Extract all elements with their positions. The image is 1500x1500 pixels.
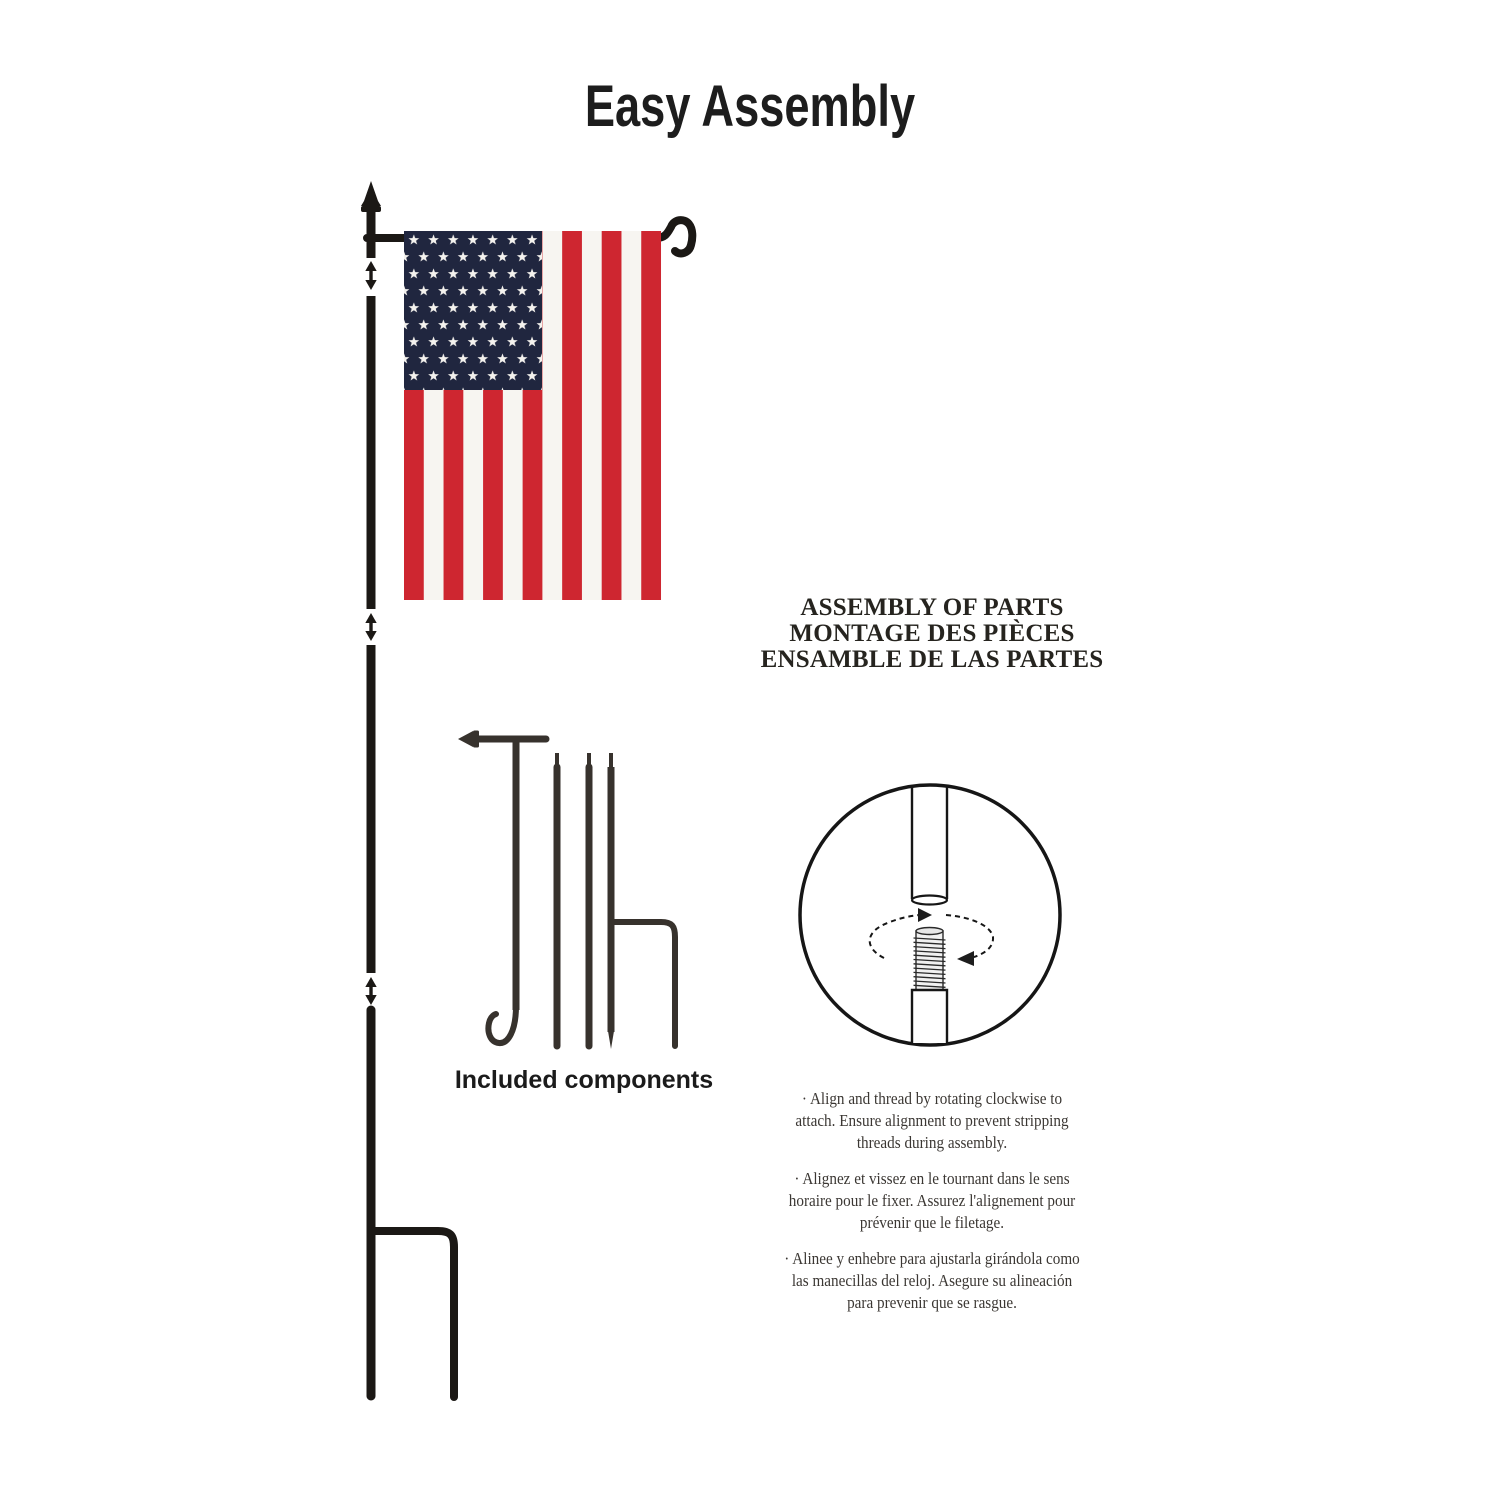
threading-diagram	[800, 785, 1060, 1045]
assembly-heading	[732, 595, 1132, 673]
included-components-illustration	[458, 731, 675, 1050]
flag-stars	[404, 231, 542, 390]
lower-tube	[912, 990, 947, 1043]
included-components-label: Included components	[454, 1066, 714, 1094]
joint-arrow-icon	[365, 977, 376, 1005]
instruction-spanish	[739, 1248, 1125, 1314]
threaded-stud	[914, 928, 946, 991]
instruction-line: para prevenir que se rasgue.	[847, 1293, 1017, 1312]
assembly-heading-line-en: ASSEMBLY OF PARTS	[800, 594, 1064, 621]
joint-arrow-icon	[365, 261, 376, 290]
instruction-english	[739, 1088, 1125, 1154]
finial-collar	[361, 206, 381, 212]
joint-arrow-icon	[365, 613, 376, 641]
instruction-line: horaire pour le fixer. Assurez l'alignement pour	[788, 1191, 1076, 1210]
instruction-line: · Align and thread by rotating clockwise to	[801, 1089, 1063, 1108]
assembly-heading-line-fr: MONTAGE DES PIÈCES	[789, 620, 1075, 647]
instruction-line: attach. Ensure alignment to prevent stripping	[795, 1111, 1069, 1130]
finial-spear-icon	[361, 181, 381, 206]
instruction-line: prévenir que le filetage.	[859, 1213, 1005, 1232]
instruction-french	[739, 1168, 1125, 1234]
ground-stake-prong	[373, 1231, 454, 1397]
instruction-line: threads during assembly.	[856, 1133, 1008, 1152]
component-finial-icon	[458, 731, 473, 747]
instruction-line: las manecillas del reloj. Asegure su alineación	[791, 1271, 1073, 1290]
garden-flag-american	[404, 231, 661, 600]
instruction-line: · Alignez et vissez en le tournant dans le sens	[794, 1169, 1070, 1188]
component-ground-stake	[608, 753, 676, 1049]
assembly-heading-line-es: ENSAMBLE DE LAS PARTES	[760, 646, 1104, 673]
component-hanger	[458, 731, 546, 1044]
instruction-line: · Alinee y enhebre para ajustarla girándola como	[784, 1249, 1080, 1268]
assembly-instructions	[739, 1088, 1125, 1328]
page-title: Easy Assembly	[584, 74, 916, 139]
